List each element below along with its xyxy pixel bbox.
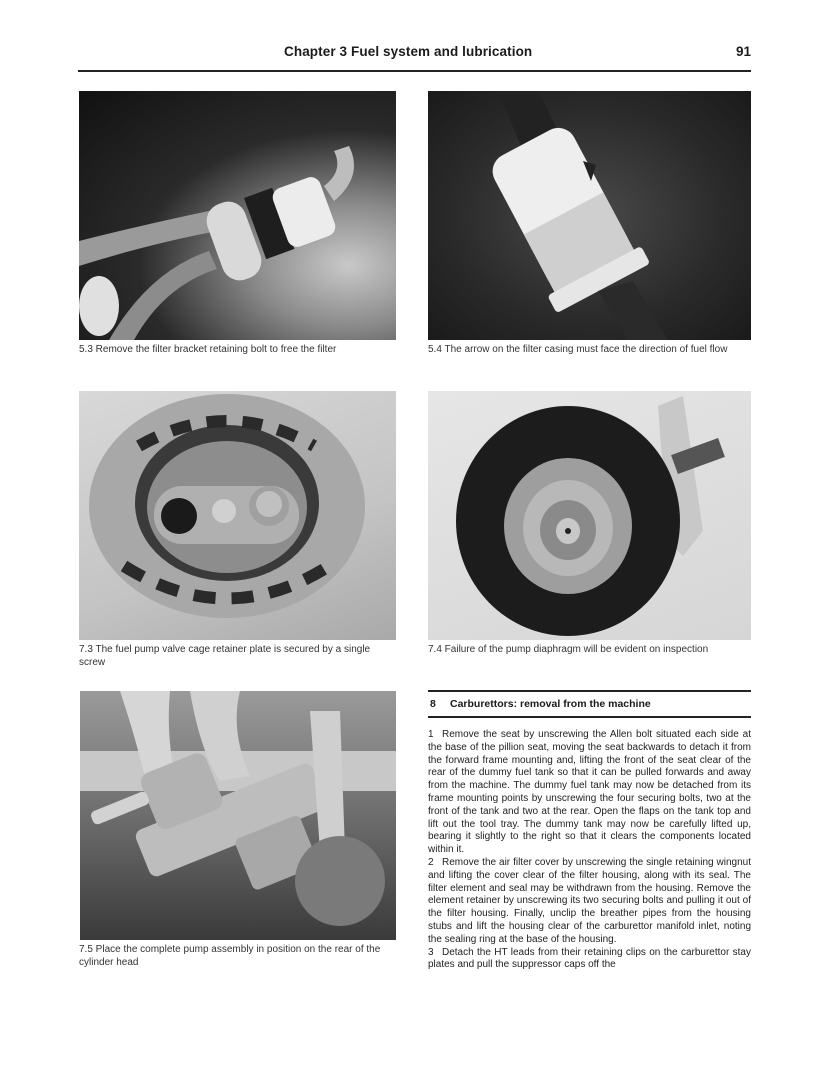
paragraph-3 (428, 947, 751, 973)
paragraph-text: Detach the HT leads from their retaining clips on the carburettor stay plates and pull the suppressor caps off the (428, 946, 751, 971)
caption-5-3: 5.3 Remove the filter bracket retaining bolt to free the filter (79, 344, 337, 355)
running-head (78, 44, 751, 64)
section-body (428, 729, 751, 972)
photo-fuel-filter-bracket (79, 91, 396, 340)
paragraph-number: 2 (428, 856, 434, 868)
paragraph-number: 1 (428, 729, 434, 740)
paragraph-text: Remove the seat by unscrewing the Allen bolt situated each side at the base of the pillion seat, moving the seat backwards to detach it from the forward frame mounting and, lifting the front of the seat clear of the rear of the dummy fuel tank so that it can be pulled forwards and away from the machine. The dummy fuel tank may now be detached from its frame mounting points by unscrewing the four securing bolts, two at the front of the tank and two at the rear. Open the flaps on the tank top and lift out the tool tray. The dummy tank may now be carefully lifted up, bearing it slightly to the right so that it clears the components located within it. (428, 729, 751, 856)
caption-5-4: 5.4 The arrow on the filter casing must face the direction of fuel flow (428, 344, 728, 355)
paragraph-number: 3 (428, 946, 434, 958)
photo-valve-cage-retainer (79, 391, 396, 640)
photo-inline-fuel-filter (428, 91, 751, 340)
paragraph-1 (428, 729, 751, 857)
section-rule-top (428, 690, 751, 692)
caption-7-3: 7.3 The fuel pump valve cage retainer plate is secured by a single screw (79, 644, 371, 668)
photo-pump-diaphragm (428, 391, 751, 640)
section-number: 8 (430, 698, 436, 710)
photo-pump-installation (80, 691, 396, 940)
caption-7-4: 7.4 Failure of the pump diaphragm will be evident on inspection (428, 644, 709, 655)
running-title: Chapter 3 Fuel system and lubrication (284, 44, 533, 59)
section-title: Carburettors: removal from the machine (450, 698, 651, 710)
paragraph-text: Remove the air filter cover by unscrewing the single retaining wingnut and lifting the cover clear of the filter housing, along with its seal. The filter element and seal may be withdrawn from the housing. Remove the element retainer by unscrewing its two securing bolts and pulling it out of the filter housing. Finally, unclip the breather pipes from the housing stubs and lift the housing clear of the carburettor manifold inlet, noting the sealing ring at the base of the housing. (428, 856, 751, 945)
section-rule-bottom (428, 716, 751, 718)
header-rule (78, 70, 751, 72)
page-number: 91 (735, 44, 751, 59)
paragraph-2 (428, 857, 751, 947)
caption-7-5: 7.5 Place the complete pump assembly in position on the rear of the cylinder head (79, 944, 381, 968)
